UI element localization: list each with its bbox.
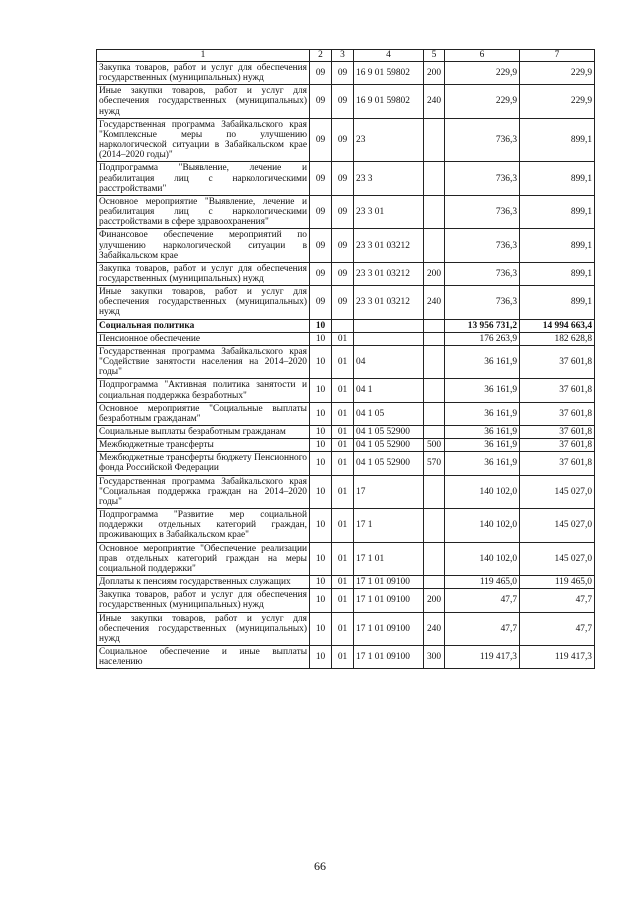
row-name-cell: Государственная программа Забайкальского края "Социальная поддержка граждан на 2014–2020 годы" — [97, 475, 310, 508]
table-row — [97, 118, 595, 162]
row-subsection-cell: 09 — [332, 286, 354, 319]
row-amount-year1-cell: 736,3 — [445, 262, 520, 285]
row-section-cell: 10 — [310, 332, 332, 345]
row-amount-year1-cell: 229,9 — [445, 85, 520, 118]
row-amount-year1-cell: 140 102,0 — [445, 475, 520, 508]
table-row — [97, 439, 595, 452]
row-name-cell: Социальное обеспечение и иные выплаты населению — [97, 645, 310, 668]
row-name-cell: Государственная программа Забайкальского края "Содействие занятости населения на 2014–2020 годы" — [97, 345, 310, 378]
row-amount-year2-cell: 37 601,8 — [520, 379, 595, 402]
row-amount-year1-cell: 47,7 — [445, 589, 520, 612]
row-section-cell: 09 — [310, 162, 332, 195]
row-expense-type-cell: 240 — [424, 612, 445, 645]
row-expense-type-cell — [424, 195, 445, 228]
row-amount-year1-cell: 36 161,9 — [445, 426, 520, 439]
row-expense-type-cell — [424, 576, 445, 589]
row-subsection-cell: 01 — [332, 612, 354, 645]
row-expense-type-cell — [424, 319, 445, 332]
row-amount-year1-cell: 36 161,9 — [445, 452, 520, 475]
row-target-code-cell: 04 1 05 52900 — [354, 426, 424, 439]
table-row — [97, 402, 595, 425]
row-expense-type-cell: 200 — [424, 262, 445, 285]
table-row — [97, 452, 595, 475]
row-section-cell: 09 — [310, 286, 332, 319]
row-amount-year1-cell: 229,9 — [445, 62, 520, 85]
row-name-cell: Подпрограмма "Развитие мер социальной поддержки отдельных категорий граждан, проживающих в Забайкальском крае" — [97, 509, 310, 542]
row-section-cell: 10 — [310, 452, 332, 475]
row-section-cell: 09 — [310, 85, 332, 118]
row-target-code-cell: 04 1 05 — [354, 402, 424, 425]
table-row — [97, 426, 595, 439]
row-amount-year2-cell: 37 601,8 — [520, 402, 595, 425]
row-section-cell: 10 — [310, 542, 332, 575]
row-target-code-cell: 23 3 01 03212 — [354, 262, 424, 285]
table-row — [97, 345, 595, 378]
row-amount-year2-cell: 899,1 — [520, 195, 595, 228]
row-target-code-cell: 16 9 01 59802 — [354, 62, 424, 85]
row-expense-type-cell — [424, 475, 445, 508]
row-target-code-cell: 23 3 01 03212 — [354, 229, 424, 262]
row-name-cell: Пенсионное обеспечение — [97, 332, 310, 345]
row-amount-year2-cell: 899,1 — [520, 286, 595, 319]
row-section-cell: 10 — [310, 589, 332, 612]
table-row — [97, 229, 595, 262]
row-amount-year2-cell: 47,7 — [520, 612, 595, 645]
row-expense-type-cell — [424, 379, 445, 402]
row-name-cell: Иные закупки товаров, работ и услуг для обеспечения государственных (муниципальных) нужд — [97, 612, 310, 645]
row-section-cell: 10 — [310, 319, 332, 332]
row-subsection-cell: 01 — [332, 475, 354, 508]
row-subsection-cell: 09 — [332, 85, 354, 118]
row-amount-year2-cell: 182 628,8 — [520, 332, 595, 345]
row-name-cell: Социальные выплаты безработным гражданам — [97, 426, 310, 439]
row-name-cell: Иные закупки товаров, работ и услуг для обеспечения государственных (муниципальных) нужд — [97, 85, 310, 118]
row-target-code-cell: 23 3 01 — [354, 195, 424, 228]
row-name-cell: Закупка товаров, работ и услуг для обеспечения государственных (муниципальных) нужд — [97, 262, 310, 285]
row-subsection-cell: 09 — [332, 118, 354, 162]
row-name-cell: Основное мероприятие "Социальные выплаты безработным гражданам" — [97, 402, 310, 425]
row-amount-year2-cell: 37 601,8 — [520, 345, 595, 378]
row-subsection-cell: 09 — [332, 62, 354, 85]
table-row — [97, 576, 595, 589]
row-amount-year1-cell: 176 263,9 — [445, 332, 520, 345]
row-amount-year2-cell: 229,9 — [520, 85, 595, 118]
row-expense-type-cell — [424, 332, 445, 345]
row-target-code-cell: 23 3 — [354, 162, 424, 195]
row-name-cell: Доплаты к пенсиям государственных служащих — [97, 576, 310, 589]
row-target-code-cell — [354, 319, 424, 332]
row-subsection-cell: 01 — [332, 345, 354, 378]
row-subsection-cell: 01 — [332, 379, 354, 402]
row-target-code-cell: 23 3 01 03212 — [354, 286, 424, 319]
row-section-cell: 10 — [310, 426, 332, 439]
row-expense-type-cell — [424, 426, 445, 439]
row-expense-type-cell — [424, 118, 445, 162]
row-amount-year2-cell: 145 027,0 — [520, 542, 595, 575]
row-expense-type-cell — [424, 229, 445, 262]
row-amount-year1-cell: 736,3 — [445, 118, 520, 162]
row-amount-year1-cell: 736,3 — [445, 195, 520, 228]
row-amount-year2-cell: 899,1 — [520, 229, 595, 262]
row-section-cell: 10 — [310, 379, 332, 402]
row-expense-type-cell: 300 — [424, 645, 445, 668]
row-section-cell: 10 — [310, 509, 332, 542]
table-row — [97, 262, 595, 285]
row-amount-year1-cell: 736,3 — [445, 229, 520, 262]
header-row — [97, 50, 595, 62]
row-amount-year2-cell: 229,9 — [520, 62, 595, 85]
row-subsection-cell: 01 — [332, 645, 354, 668]
row-target-code-cell: 16 9 01 59802 — [354, 85, 424, 118]
table-row — [97, 589, 595, 612]
header-cell: 3 — [332, 50, 354, 62]
row-target-code-cell: 17 1 01 09100 — [354, 576, 424, 589]
table-row — [97, 162, 595, 195]
row-section-cell: 10 — [310, 402, 332, 425]
row-amount-year2-cell: 899,1 — [520, 162, 595, 195]
row-section-cell: 10 — [310, 612, 332, 645]
row-expense-type-cell: 500 — [424, 439, 445, 452]
row-name-cell: Закупка товаров, работ и услуг для обеспечения государственных (муниципальных) нужд — [97, 589, 310, 612]
table-row — [97, 332, 595, 345]
row-target-code-cell: 17 — [354, 475, 424, 508]
row-expense-type-cell: 570 — [424, 452, 445, 475]
row-amount-year1-cell: 36 161,9 — [445, 439, 520, 452]
budget-table — [96, 49, 595, 669]
table-row — [97, 319, 595, 332]
row-subsection-cell: 09 — [332, 262, 354, 285]
header-cell: 7 — [520, 50, 595, 62]
row-section-cell: 10 — [310, 576, 332, 589]
row-amount-year1-cell: 140 102,0 — [445, 542, 520, 575]
row-section-cell: 10 — [310, 645, 332, 668]
row-expense-type-cell — [424, 162, 445, 195]
row-section-cell: 10 — [310, 439, 332, 452]
row-amount-year1-cell: 140 102,0 — [445, 509, 520, 542]
row-amount-year2-cell: 37 601,8 — [520, 426, 595, 439]
table-row — [97, 475, 595, 508]
table-row — [97, 62, 595, 85]
row-amount-year1-cell: 119 417,3 — [445, 645, 520, 668]
row-name-cell: Подпрограмма "Активная политика занятости и социальная поддержка безработных" — [97, 379, 310, 402]
row-amount-year2-cell: 145 027,0 — [520, 509, 595, 542]
row-target-code-cell: 23 — [354, 118, 424, 162]
row-name-cell: Основное мероприятие "Обеспечение реализации прав отдельных категорий граждан на меры социальной поддержки" — [97, 542, 310, 575]
row-target-code-cell: 17 1 01 09100 — [354, 589, 424, 612]
table-row — [97, 379, 595, 402]
row-amount-year2-cell: 119 417,3 — [520, 645, 595, 668]
row-subsection-cell: 01 — [332, 509, 354, 542]
row-target-code-cell: 17 1 01 09100 — [354, 612, 424, 645]
table-body — [97, 50, 595, 669]
row-target-code-cell: 04 1 05 52900 — [354, 452, 424, 475]
row-amount-year1-cell: 13 956 731,2 — [445, 319, 520, 332]
row-section-cell: 10 — [310, 345, 332, 378]
row-subsection-cell: 09 — [332, 195, 354, 228]
row-amount-year2-cell: 37 601,8 — [520, 439, 595, 452]
row-name-cell: Финансовое обеспечение мероприятий по улучшению наркологической ситуации в Забайкальском крае — [97, 229, 310, 262]
row-name-cell: Межбюджетные трансферты бюджету Пенсионного фонда Российской Федерации — [97, 452, 310, 475]
table-row — [97, 286, 595, 319]
header-cell: 2 — [310, 50, 332, 62]
row-amount-year1-cell: 47,7 — [445, 612, 520, 645]
row-amount-year2-cell: 14 994 663,4 — [520, 319, 595, 332]
table-row — [97, 85, 595, 118]
row-name-cell: Государственная программа Забайкальского края "Комплексные меры по улучшению наркологической ситуации в Забайкальском крае (2014–2020 годы)" — [97, 118, 310, 162]
row-section-cell: 09 — [310, 262, 332, 285]
row-subsection-cell: 01 — [332, 589, 354, 612]
table-row — [97, 509, 595, 542]
row-subsection-cell: 01 — [332, 542, 354, 575]
row-amount-year1-cell: 119 465,0 — [445, 576, 520, 589]
row-amount-year1-cell: 736,3 — [445, 162, 520, 195]
row-amount-year1-cell: 736,3 — [445, 286, 520, 319]
table-row — [97, 645, 595, 668]
row-subsection-cell: 09 — [332, 229, 354, 262]
row-expense-type-cell: 200 — [424, 62, 445, 85]
row-amount-year1-cell: 36 161,9 — [445, 345, 520, 378]
row-amount-year2-cell: 37 601,8 — [520, 452, 595, 475]
row-section-cell: 09 — [310, 118, 332, 162]
row-subsection-cell — [332, 319, 354, 332]
row-name-cell: Социальная политика — [97, 319, 310, 332]
table-row — [97, 612, 595, 645]
row-expense-type-cell — [424, 509, 445, 542]
row-amount-year2-cell: 145 027,0 — [520, 475, 595, 508]
header-cell: 6 — [445, 50, 520, 62]
row-subsection-cell: 01 — [332, 439, 354, 452]
row-subsection-cell: 01 — [332, 452, 354, 475]
row-expense-type-cell: 240 — [424, 286, 445, 319]
row-amount-year2-cell: 47,7 — [520, 589, 595, 612]
row-target-code-cell: 17 1 — [354, 509, 424, 542]
header-cell: 1 — [97, 50, 310, 62]
table-row — [97, 195, 595, 228]
row-amount-year2-cell: 899,1 — [520, 262, 595, 285]
row-section-cell: 09 — [310, 62, 332, 85]
row-expense-type-cell — [424, 402, 445, 425]
row-expense-type-cell — [424, 542, 445, 575]
row-expense-type-cell: 240 — [424, 85, 445, 118]
row-amount-year1-cell: 36 161,9 — [445, 379, 520, 402]
row-target-code-cell: 17 1 01 — [354, 542, 424, 575]
row-target-code-cell — [354, 332, 424, 345]
row-amount-year2-cell: 119 465,0 — [520, 576, 595, 589]
table-row — [97, 542, 595, 575]
row-target-code-cell: 04 1 — [354, 379, 424, 402]
row-amount-year1-cell: 36 161,9 — [445, 402, 520, 425]
page-number: 66 — [314, 859, 326, 873]
row-expense-type-cell: 200 — [424, 589, 445, 612]
row-section-cell: 10 — [310, 475, 332, 508]
row-target-code-cell: 04 1 05 52900 — [354, 439, 424, 452]
row-subsection-cell: 09 — [332, 162, 354, 195]
header-cell: 5 — [424, 50, 445, 62]
row-section-cell: 09 — [310, 229, 332, 262]
header-cell: 4 — [354, 50, 424, 62]
row-amount-year2-cell: 899,1 — [520, 118, 595, 162]
row-subsection-cell: 01 — [332, 426, 354, 439]
row-subsection-cell: 01 — [332, 576, 354, 589]
row-target-code-cell: 17 1 01 09100 — [354, 645, 424, 668]
row-name-cell: Подпрограмма "Выявление, лечение и реабилитация лиц с наркологическими расстройствами" — [97, 162, 310, 195]
row-name-cell: Закупка товаров, работ и услуг для обеспечения государственных (муниципальных) нужд — [97, 62, 310, 85]
row-subsection-cell: 01 — [332, 332, 354, 345]
row-name-cell: Межбюджетные трансферты — [97, 439, 310, 452]
row-target-code-cell: 04 — [354, 345, 424, 378]
row-name-cell: Основное мероприятие "Выявление, лечение и реабилитация лиц с наркологическими расстройствами в сфере здравоохранения" — [97, 195, 310, 228]
row-expense-type-cell — [424, 345, 445, 378]
row-name-cell: Иные закупки товаров, работ и услуг для обеспечения государственных (муниципальных) нужд — [97, 286, 310, 319]
row-section-cell: 09 — [310, 195, 332, 228]
row-subsection-cell: 01 — [332, 402, 354, 425]
